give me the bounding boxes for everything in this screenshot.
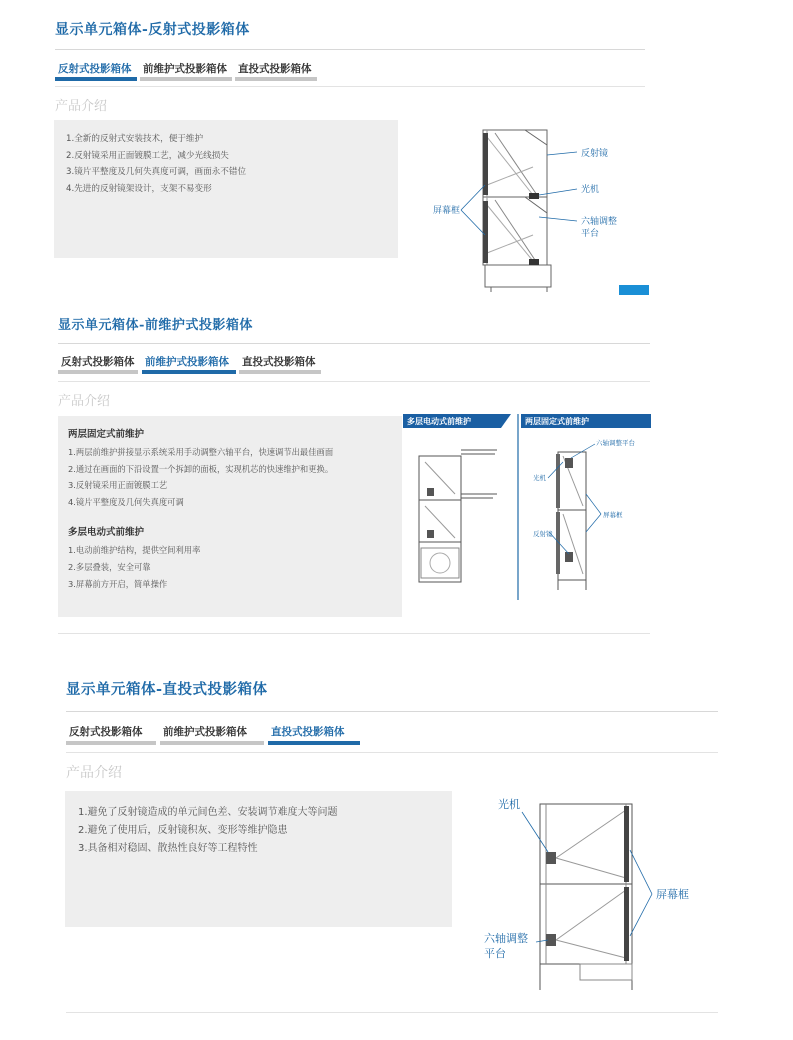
projector-label: 光机 (581, 185, 600, 195)
svg-text:屏幕框: 屏幕框 (656, 888, 689, 901)
svg-text:反射镜: 反射镜 (533, 530, 553, 538)
scroll-top-button[interactable] (619, 285, 649, 295)
list-item: 2.反射镜采用正面镀膜工艺，减少光线损失 (66, 150, 229, 161)
section-divider (66, 1012, 718, 1013)
cabinet-frame (419, 456, 461, 582)
intro-heading: 产品介绍 (55, 99, 108, 114)
list-item: 1.两层前维护拼接显示系统采用手动调整六轴平台，快速调节出最佳画面 (68, 447, 334, 457)
title-divider (66, 711, 718, 712)
tab-front-maintenance[interactable]: 前维护式投影箱体 (140, 61, 232, 81)
tab-direct-projection[interactable]: 直投式投影箱体 (239, 354, 321, 374)
svg-text:两层固定式前维护: 两层固定式前维护 (525, 417, 589, 426)
title-divider (58, 343, 650, 344)
title-divider (55, 49, 645, 50)
projector (546, 852, 556, 864)
group-title: 两层固定式前维护 (68, 429, 145, 440)
tab-divider (55, 86, 645, 87)
list-item: 3.屏幕前方开启，简单操作 (68, 578, 168, 589)
platform-label: 平台 (581, 229, 600, 239)
screen-panel (624, 806, 629, 882)
list-item: 1.避免了反射镜造成的单元间色差、安装调节难度大等问题 (78, 807, 338, 818)
svg-text:平台: 平台 (484, 947, 506, 960)
feature-list (66, 131, 246, 197)
mirror-label: 反射镜 (581, 149, 609, 159)
intro-heading: 产品介绍 (66, 765, 122, 781)
direct-projection-diagram (480, 790, 720, 995)
page-title: 显示单元箱体-反射式投影箱体 (55, 22, 250, 38)
platform-label: 六轴调整 (581, 217, 618, 227)
section-title: 显示单元箱体-直投式投影箱体 (66, 681, 268, 698)
tab-front-maintenance[interactable]: 前维护式投影箱体 (142, 354, 236, 374)
list-item: 3.具备相对稳固、散热性良好等工程特性 (78, 843, 258, 854)
list-item: 2.多层叠装，安全可靠 (68, 561, 151, 572)
reflective-cabinet-diagram (425, 125, 655, 295)
front-maintenance-diagram (403, 414, 651, 602)
svg-text:六轴调整平台: 六轴调整平台 (596, 439, 635, 447)
section-title: 显示单元箱体-前维护式投影箱体 (58, 318, 253, 333)
tab-direct-projection[interactable]: 直投式投影箱体 (268, 724, 360, 745)
list-item: 3.镜片平整度及几何失真度可调，画面永不错位 (66, 167, 247, 178)
intro-heading: 产品介绍 (58, 394, 111, 409)
screen-panel (483, 133, 488, 195)
svg-text:六轴调整: 六轴调整 (484, 932, 528, 945)
svg-text:屏幕框: 屏幕框 (603, 511, 623, 519)
tab-direct-projection[interactable]: 直投式投影箱体 (235, 61, 317, 81)
list-item: 3.反射镜采用正面镀膜工艺 (68, 480, 168, 491)
group-title: 多层电动式前维护 (68, 527, 145, 539)
tab-reflective[interactable]: 反射式投影箱体 (66, 724, 156, 745)
feature-list (78, 804, 338, 858)
list-item: 4.先进的反射镜架设计，支架不易变形 (66, 183, 212, 194)
projector (529, 193, 539, 199)
screen-frame-label: 屏幕框 (433, 206, 461, 216)
list-item: 2.通过在画面的下沿设置一个拆卸的面板，实现机芯的快速维护和更换。 (68, 463, 334, 474)
section-divider (58, 633, 650, 634)
svg-text:多层电动式前维护: 多层电动式前维护 (407, 417, 471, 426)
list-item: 1.全新的反射式安装技术，便于维护 (66, 134, 204, 144)
list-item: 4.镜片平整度及几何失真度可调 (68, 496, 184, 507)
svg-text:光机: 光机 (533, 474, 546, 482)
tab-divider (66, 752, 718, 753)
screen-panel (483, 201, 488, 263)
feature-list (68, 426, 333, 592)
projector (529, 259, 539, 265)
list-item: 2.避免了使用后，反射镜积灰、变形等维护隐患 (78, 825, 288, 836)
list-item: 1.电动前维护结构，提供空间利用率 (68, 545, 201, 556)
tab-front-maintenance[interactable]: 前维护式投影箱体 (160, 724, 264, 745)
svg-text:光机: 光机 (498, 798, 520, 811)
tab-divider (58, 381, 650, 382)
screen-panel (624, 887, 629, 961)
tab-reflective[interactable]: 反射式投影箱体 (58, 354, 138, 374)
tab-reflective[interactable]: 反射式投影箱体 (55, 61, 137, 81)
